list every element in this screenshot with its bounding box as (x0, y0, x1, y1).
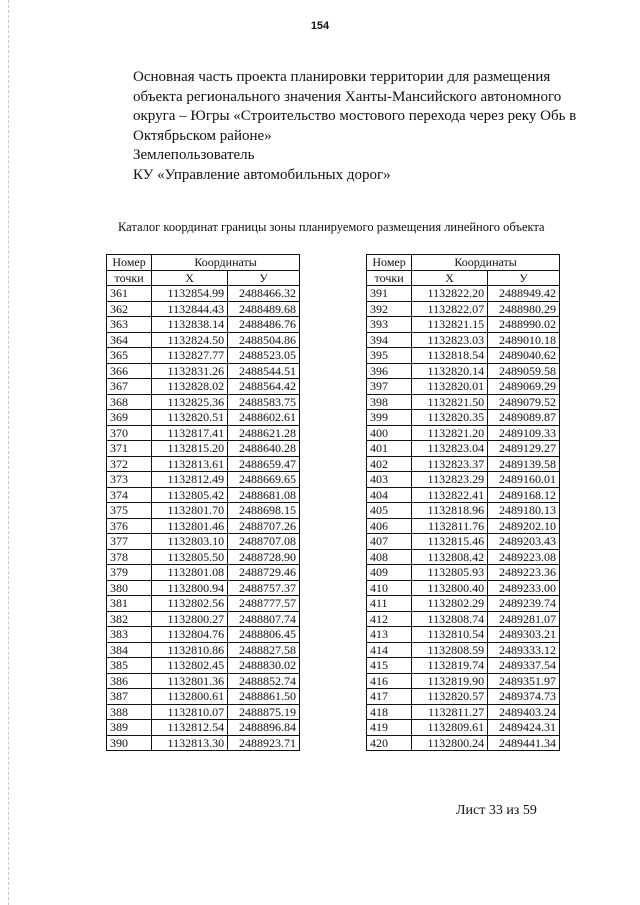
table-row (367, 441, 560, 457)
x-coordinate-cell: 1132838.14 (152, 317, 228, 333)
table-row (107, 441, 300, 457)
y-coordinate-cell: 2489202.10 (488, 518, 560, 534)
table-row (107, 627, 300, 643)
table-row (367, 286, 560, 302)
x-coordinate-cell: 1132827.77 (152, 348, 228, 364)
point-number-cell: 417 (367, 689, 412, 705)
point-number-cell: 365 (107, 348, 152, 364)
y-coordinate-cell: 2488757.37 (228, 580, 300, 596)
point-number-cell: 385 (107, 658, 152, 674)
y-coordinate-cell: 2489079.52 (488, 394, 560, 410)
point-number-cell: 389 (107, 720, 152, 736)
x-coordinate-cell: 1132831.26 (152, 363, 228, 379)
sheet-counter: Лист 33 из 59 (456, 803, 537, 818)
header-number: Номер (367, 255, 412, 271)
point-number-cell: 399 (367, 410, 412, 426)
x-coordinate-cell: 1132854.99 (152, 286, 228, 302)
x-coordinate-cell: 1132810.07 (152, 704, 228, 720)
page-number: 154 (310, 20, 330, 32)
table-row (367, 534, 560, 550)
x-coordinate-cell: 1132800.40 (412, 580, 488, 596)
table-row (367, 317, 560, 333)
point-number-cell: 381 (107, 596, 152, 612)
point-number-cell: 392 (367, 301, 412, 317)
x-coordinate-cell: 1132821.15 (412, 317, 488, 333)
y-coordinate-cell: 2489223.08 (488, 549, 560, 565)
x-coordinate-cell: 1132821.50 (412, 394, 488, 410)
y-coordinate-cell: 2488621.28 (228, 425, 300, 441)
y-coordinate-cell: 2489441.34 (488, 735, 560, 751)
x-coordinate-cell: 1132802.45 (152, 658, 228, 674)
x-coordinate-cell: 1132822.41 (412, 487, 488, 503)
y-coordinate-cell: 2488830.02 (228, 658, 300, 674)
title-line: Октябрьском районе» (133, 127, 272, 144)
point-number-cell: 373 (107, 472, 152, 488)
table-row (367, 627, 560, 643)
x-coordinate-cell: 1132825.36 (152, 394, 228, 410)
catalog-caption: Каталог координат границы зоны планируемого размещения линейного объекта (118, 220, 545, 234)
land-user-name: КУ «Управление автомобильных дорог» (133, 166, 391, 183)
point-number-cell: 377 (107, 534, 152, 550)
point-number-cell: 366 (107, 363, 152, 379)
table-row (107, 689, 300, 705)
point-number-cell: 368 (107, 394, 152, 410)
point-number-cell: 420 (367, 735, 412, 751)
y-coordinate-cell: 2488602.61 (228, 410, 300, 426)
x-coordinate-cell: 1132812.54 (152, 720, 228, 736)
point-number-cell: 401 (367, 441, 412, 457)
header-point: точки (367, 270, 412, 286)
header-coordinates: Координаты (152, 255, 300, 271)
header-x: X (152, 270, 228, 286)
x-coordinate-cell: 1132823.29 (412, 472, 488, 488)
y-coordinate-cell: 2488806.45 (228, 627, 300, 643)
table-row (367, 456, 560, 472)
y-coordinate-cell: 2488583.75 (228, 394, 300, 410)
table-row (367, 472, 560, 488)
x-coordinate-cell: 1132808.74 (412, 611, 488, 627)
y-coordinate-cell: 2489239.74 (488, 596, 560, 612)
x-coordinate-cell: 1132824.50 (152, 332, 228, 348)
y-coordinate-cell: 2489424.31 (488, 720, 560, 736)
x-coordinate-cell: 1132810.86 (152, 642, 228, 658)
y-coordinate-cell: 2489129.27 (488, 441, 560, 457)
x-coordinate-cell: 1132819.74 (412, 658, 488, 674)
point-number-cell: 367 (107, 379, 152, 395)
x-coordinate-cell: 1132800.27 (152, 611, 228, 627)
table-row (107, 363, 300, 379)
y-coordinate-cell: 2488523.05 (228, 348, 300, 364)
point-number-cell: 383 (107, 627, 152, 643)
point-number-cell: 394 (367, 332, 412, 348)
title-line: округа – Югры «Строительство мостового перехода через реку Обь в (133, 108, 577, 124)
point-number-cell: 413 (367, 627, 412, 643)
header-y: У (488, 270, 560, 286)
x-coordinate-cell: 1132809.61 (412, 720, 488, 736)
x-coordinate-cell: 1132811.76 (412, 518, 488, 534)
point-number-cell: 390 (107, 735, 152, 751)
point-number-cell: 407 (367, 534, 412, 550)
table-row (367, 332, 560, 348)
x-coordinate-cell: 1132800.61 (152, 689, 228, 705)
y-coordinate-cell: 2488807.74 (228, 611, 300, 627)
y-coordinate-cell: 2489089.87 (488, 410, 560, 426)
table-row (367, 549, 560, 565)
x-coordinate-cell: 1132808.42 (412, 549, 488, 565)
y-coordinate-cell: 2488827.58 (228, 642, 300, 658)
y-coordinate-cell: 2488896.84 (228, 720, 300, 736)
point-number-cell: 361 (107, 286, 152, 302)
y-coordinate-cell: 2489010.18 (488, 332, 560, 348)
point-number-cell: 402 (367, 456, 412, 472)
header-coordinates: Координаты (412, 255, 560, 271)
land-user-label: Землепользователь (133, 147, 255, 163)
point-number-cell: 369 (107, 410, 152, 426)
x-coordinate-cell: 1132822.20 (412, 286, 488, 302)
header-point: точки (107, 270, 152, 286)
y-coordinate-cell: 2488489.68 (228, 301, 300, 317)
point-number-cell: 415 (367, 658, 412, 674)
table-row (107, 720, 300, 736)
x-coordinate-cell: 1132823.04 (412, 441, 488, 457)
table-row (107, 394, 300, 410)
y-coordinate-cell: 2489160.01 (488, 472, 560, 488)
y-coordinate-cell: 2489040.62 (488, 348, 560, 364)
table-row (367, 689, 560, 705)
y-coordinate-cell: 2488564.42 (228, 379, 300, 395)
point-number-cell: 406 (367, 518, 412, 534)
y-coordinate-cell: 2488659.47 (228, 456, 300, 472)
y-coordinate-cell: 2488504.86 (228, 332, 300, 348)
point-number-cell: 376 (107, 518, 152, 534)
x-coordinate-cell: 1132803.10 (152, 534, 228, 550)
table-row (107, 596, 300, 612)
x-coordinate-cell: 1132811.27 (412, 704, 488, 720)
x-coordinate-cell: 1132813.30 (152, 735, 228, 751)
table-row (367, 658, 560, 674)
table-body (107, 286, 300, 751)
y-coordinate-cell: 2488728.90 (228, 549, 300, 565)
y-coordinate-cell: 2489203.43 (488, 534, 560, 550)
point-number-cell: 371 (107, 441, 152, 457)
x-coordinate-cell: 1132820.57 (412, 689, 488, 705)
point-number-cell: 388 (107, 704, 152, 720)
y-coordinate-cell: 2489281.07 (488, 611, 560, 627)
table-row (107, 735, 300, 751)
binding-edge (8, 0, 9, 905)
y-coordinate-cell: 2489059.58 (488, 363, 560, 379)
x-coordinate-cell: 1132820.14 (412, 363, 488, 379)
x-coordinate-cell: 1132818.96 (412, 503, 488, 519)
y-coordinate-cell: 2489223.36 (488, 565, 560, 581)
table-row (107, 348, 300, 364)
point-number-cell: 380 (107, 580, 152, 596)
x-coordinate-cell: 1132801.70 (152, 503, 228, 519)
point-number-cell: 418 (367, 704, 412, 720)
point-number-cell: 362 (107, 301, 152, 317)
point-number-cell: 372 (107, 456, 152, 472)
point-number-cell: 419 (367, 720, 412, 736)
x-coordinate-cell: 1132820.01 (412, 379, 488, 395)
y-coordinate-cell: 2488875.19 (228, 704, 300, 720)
x-coordinate-cell: 1132812.49 (152, 472, 228, 488)
x-coordinate-cell: 1132844.43 (152, 301, 228, 317)
y-coordinate-cell: 2488861.50 (228, 689, 300, 705)
y-coordinate-cell: 2488698.15 (228, 503, 300, 519)
table-row (107, 565, 300, 581)
x-coordinate-cell: 1132821.20 (412, 425, 488, 441)
table-row (107, 503, 300, 519)
point-number-cell: 398 (367, 394, 412, 410)
table-row (367, 487, 560, 503)
x-coordinate-cell: 1132800.94 (152, 580, 228, 596)
x-coordinate-cell: 1132800.24 (412, 735, 488, 751)
x-coordinate-cell: 1132817.41 (152, 425, 228, 441)
x-coordinate-cell: 1132815.20 (152, 441, 228, 457)
table-row (107, 673, 300, 689)
table-row (107, 518, 300, 534)
y-coordinate-cell: 2489069.29 (488, 379, 560, 395)
y-coordinate-cell: 2489351.97 (488, 673, 560, 689)
y-coordinate-cell: 2488681.08 (228, 487, 300, 503)
point-number-cell: 391 (367, 286, 412, 302)
y-coordinate-cell: 2488949.42 (488, 286, 560, 302)
point-number-cell: 370 (107, 425, 152, 441)
table-row (107, 410, 300, 426)
point-number-cell: 397 (367, 379, 412, 395)
y-coordinate-cell: 2488707.26 (228, 518, 300, 534)
x-coordinate-cell: 1132823.37 (412, 456, 488, 472)
point-number-cell: 404 (367, 487, 412, 503)
x-coordinate-cell: 1132823.03 (412, 332, 488, 348)
point-number-cell: 412 (367, 611, 412, 627)
table-row (107, 456, 300, 472)
x-coordinate-cell: 1132820.35 (412, 410, 488, 426)
point-number-cell: 416 (367, 673, 412, 689)
point-number-cell: 375 (107, 503, 152, 519)
x-coordinate-cell: 1132805.93 (412, 565, 488, 581)
title-line: объекта регионального значения Ханты-Мансийского автономного (133, 88, 562, 105)
table-row (367, 735, 560, 751)
table-row (107, 658, 300, 674)
title-line: Основная часть проекта планировки территории для размещения (133, 69, 551, 85)
point-number-cell: 409 (367, 565, 412, 581)
x-coordinate-cell: 1132808.59 (412, 642, 488, 658)
table-row (367, 565, 560, 581)
table-row (367, 503, 560, 519)
table-body (367, 286, 560, 751)
table-row (107, 487, 300, 503)
x-coordinate-cell: 1132819.90 (412, 673, 488, 689)
table-row (107, 425, 300, 441)
table-row (107, 301, 300, 317)
x-coordinate-cell: 1132820.51 (152, 410, 228, 426)
x-coordinate-cell: 1132828.02 (152, 379, 228, 395)
table-row (107, 549, 300, 565)
table-row (107, 642, 300, 658)
table-row (367, 720, 560, 736)
x-coordinate-cell: 1132801.36 (152, 673, 228, 689)
table-row (367, 348, 560, 364)
point-number-cell: 378 (107, 549, 152, 565)
point-number-cell: 396 (367, 363, 412, 379)
table-row (107, 611, 300, 627)
table-row (107, 379, 300, 395)
point-number-cell: 411 (367, 596, 412, 612)
table-row (107, 286, 300, 302)
y-coordinate-cell: 2489403.24 (488, 704, 560, 720)
coordinates-table-right (366, 254, 560, 751)
point-number-cell: 405 (367, 503, 412, 519)
table-row (107, 704, 300, 720)
y-coordinate-cell: 2489333.12 (488, 642, 560, 658)
table-row (107, 580, 300, 596)
x-coordinate-cell: 1132818.54 (412, 348, 488, 364)
y-coordinate-cell: 2488640.28 (228, 441, 300, 457)
y-coordinate-cell: 2489233.00 (488, 580, 560, 596)
table-row (107, 534, 300, 550)
x-coordinate-cell: 1132802.56 (152, 596, 228, 612)
point-number-cell: 393 (367, 317, 412, 333)
x-coordinate-cell: 1132801.46 (152, 518, 228, 534)
x-coordinate-cell: 1132804.76 (152, 627, 228, 643)
table-row (367, 596, 560, 612)
table-row (367, 580, 560, 596)
y-coordinate-cell: 2489109.33 (488, 425, 560, 441)
table-row (107, 317, 300, 333)
y-coordinate-cell: 2488486.76 (228, 317, 300, 333)
y-coordinate-cell: 2488669.65 (228, 472, 300, 488)
x-coordinate-cell: 1132805.50 (152, 549, 228, 565)
point-number-cell: 403 (367, 472, 412, 488)
y-coordinate-cell: 2488707.08 (228, 534, 300, 550)
table-row (367, 611, 560, 627)
y-coordinate-cell: 2488980.29 (488, 301, 560, 317)
table-row (367, 704, 560, 720)
y-coordinate-cell: 2488852.74 (228, 673, 300, 689)
point-number-cell: 363 (107, 317, 152, 333)
point-number-cell: 387 (107, 689, 152, 705)
point-number-cell: 384 (107, 642, 152, 658)
table-row (367, 518, 560, 534)
y-coordinate-cell: 2489180.13 (488, 503, 560, 519)
header-y: У (228, 270, 300, 286)
x-coordinate-cell: 1132802.29 (412, 596, 488, 612)
y-coordinate-cell: 2488990.02 (488, 317, 560, 333)
header-number: Номер (107, 255, 152, 271)
point-number-cell: 386 (107, 673, 152, 689)
y-coordinate-cell: 2489374.73 (488, 689, 560, 705)
y-coordinate-cell: 2488544.51 (228, 363, 300, 379)
point-number-cell: 379 (107, 565, 152, 581)
table-row (107, 332, 300, 348)
x-coordinate-cell: 1132813.61 (152, 456, 228, 472)
y-coordinate-cell: 2488777.57 (228, 596, 300, 612)
point-number-cell: 395 (367, 348, 412, 364)
point-number-cell: 414 (367, 642, 412, 658)
project-title (133, 68, 603, 185)
y-coordinate-cell: 2488923.71 (228, 735, 300, 751)
table-row (367, 301, 560, 317)
x-coordinate-cell: 1132815.46 (412, 534, 488, 550)
header-x: X (412, 270, 488, 286)
table-row (367, 642, 560, 658)
x-coordinate-cell: 1132805.42 (152, 487, 228, 503)
y-coordinate-cell: 2488729.46 (228, 565, 300, 581)
point-number-cell: 410 (367, 580, 412, 596)
x-coordinate-cell: 1132822.07 (412, 301, 488, 317)
y-coordinate-cell: 2489303.21 (488, 627, 560, 643)
table-row (367, 363, 560, 379)
table-row (367, 379, 560, 395)
x-coordinate-cell: 1132801.08 (152, 565, 228, 581)
point-number-cell: 374 (107, 487, 152, 503)
y-coordinate-cell: 2489337.54 (488, 658, 560, 674)
table-row (367, 425, 560, 441)
x-coordinate-cell: 1132810.54 (412, 627, 488, 643)
table-row (367, 673, 560, 689)
point-number-cell: 400 (367, 425, 412, 441)
point-number-cell: 408 (367, 549, 412, 565)
y-coordinate-cell: 2489168.12 (488, 487, 560, 503)
table-row (367, 410, 560, 426)
point-number-cell: 364 (107, 332, 152, 348)
y-coordinate-cell: 2488466.32 (228, 286, 300, 302)
point-number-cell: 382 (107, 611, 152, 627)
coordinates-table-left (106, 254, 300, 751)
table-row (367, 394, 560, 410)
table-row (107, 472, 300, 488)
y-coordinate-cell: 2489139.58 (488, 456, 560, 472)
